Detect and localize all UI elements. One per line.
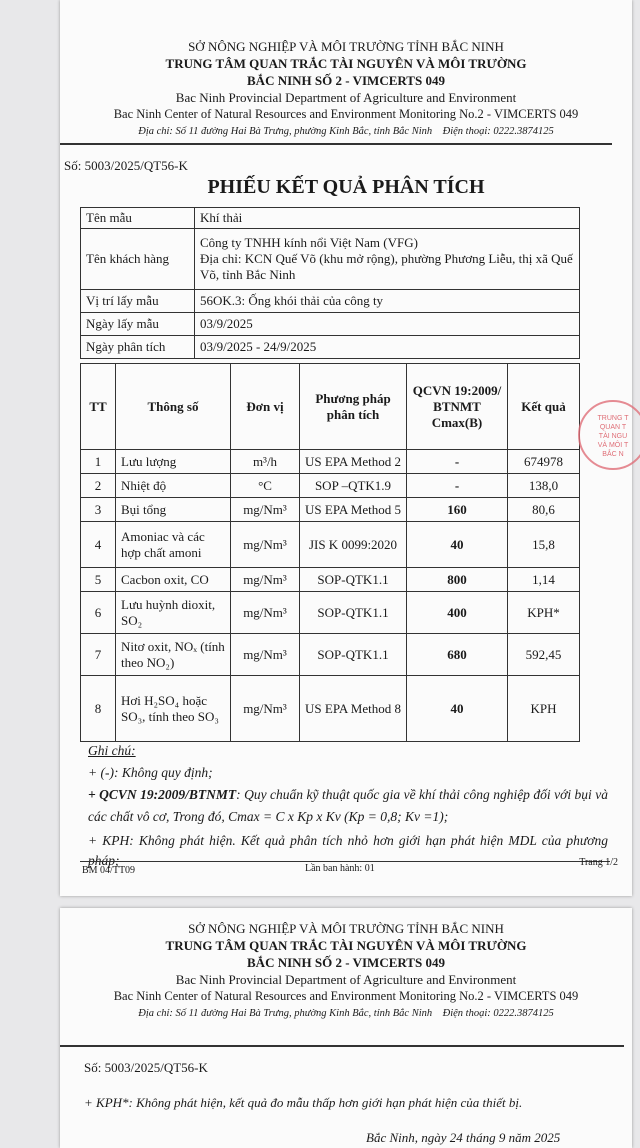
method-cell: US EPA Method 2 — [300, 450, 407, 474]
document-number: Số: 5003/2025/QT56-K — [84, 1060, 208, 1075]
limit-cell: 40 — [407, 676, 508, 742]
row-index-cell: 2 — [81, 474, 116, 498]
note-kph-star: + KPH*: Không phát hiện, kết quả đo mẫu thấp hơn giới hạn phát hiện của thiết bị. — [84, 1095, 523, 1110]
letterhead-2 — [60, 920, 632, 1022]
row-index-cell: 4 — [81, 522, 116, 568]
result-cell: 1,14 — [508, 568, 580, 592]
client-name: Công ty TNHH kính nổi Việt Nam (VFG) — [200, 235, 418, 250]
header-ministry: SỞ NÔNG NGHIỆP VÀ MÔI TRƯỜNG TỈNH BẮC NINH — [188, 39, 504, 54]
col-header: Phương pháp phân tích — [300, 364, 407, 450]
table-row — [81, 522, 580, 568]
info-value — [195, 229, 580, 290]
row-index-cell: 7 — [81, 634, 116, 676]
note-2-text: : Quy chuẩn kỹ thuật quốc gia về khí thải công nghiệp đối với bụi và các chất vô cơ, Trong đó, Cmax = C x Kp x Kv (Kp = 0,8; Kv =1); — [88, 787, 608, 824]
row-index-cell: 5 — [81, 568, 116, 592]
col-header: Thông số — [116, 364, 231, 450]
unit-cell: mg/Nm³ — [231, 592, 300, 634]
col-header: Đơn vị — [231, 364, 300, 450]
unit-cell: mg/Nm³ — [231, 522, 300, 568]
method-cell: SOP –QTK1.9 — [300, 474, 407, 498]
client-address: Địa chỉ: KCN Quế Võ (khu mở rộng), phường Phương Liễu, thị xã Quế Võ, tỉnh Bắc Ninh — [200, 251, 573, 282]
info-label: Ngày lấy mẫu — [81, 313, 195, 336]
limit-cell: 680 — [407, 634, 508, 676]
parameter-cell: Lưu huỳnh dioxit, SO₂ — [116, 592, 231, 634]
header-ministry: SỞ NÔNG NGHIỆP VÀ MÔI TRƯỜNG TỈNH BẮC NINH — [188, 921, 504, 936]
info-value: 03/9/2025 - 24/9/2025 — [195, 336, 580, 359]
method-cell: SOP-QTK1.1 — [300, 634, 407, 676]
header-address: Địa chỉ: Số 11 đường Hai Bà Trưng, phường Kinh Bắc, tỉnh Bắc Ninh — [138, 1008, 433, 1019]
col-header: QCVN 19:2009/ BTNMT Cmax(B) — [407, 364, 508, 450]
red-stamp: TRUNG T QUAN T TÀI NGU VÀ MÔI T BẮC N — [578, 400, 640, 470]
note-2 — [88, 784, 608, 828]
report-page-1 — [60, 0, 632, 896]
unit-cell: m³/h — [231, 450, 300, 474]
limit-cell: 400 — [407, 592, 508, 634]
result-cell: 80,6 — [508, 498, 580, 522]
result-cell: KPH — [508, 676, 580, 742]
header-phone: Điện thoại: 0222.3874125 — [442, 126, 554, 137]
info-label: Tên mẫu — [81, 208, 195, 229]
table-row — [81, 474, 580, 498]
footer-divider — [80, 861, 610, 862]
parameter-cell: Lưu lượng — [116, 450, 231, 474]
parameter-cell: Nhiệt độ — [116, 474, 231, 498]
row-index-cell: 6 — [81, 592, 116, 634]
table-row — [81, 498, 580, 522]
unit-cell: mg/Nm³ — [231, 634, 300, 676]
info-label: Ngày phân tích — [81, 336, 195, 359]
method-cell: US EPA Method 5 — [300, 498, 407, 522]
header-english-2: Bac Ninh Center of Natural Resources and Environment Monitoring No.2 - VIMCERTS 049 — [113, 989, 579, 1003]
result-cell: 15,8 — [508, 522, 580, 568]
result-cell: KPH* — [508, 592, 580, 634]
table-row — [81, 676, 580, 742]
parameter-cell: Bụi tổng — [116, 498, 231, 522]
limit-cell: 160 — [407, 498, 508, 522]
result-cell: 138,0 — [508, 474, 580, 498]
header-address: Địa chỉ: Số 11 đường Hai Bà Trưng, phường Kinh Bắc, tỉnh Bắc Ninh — [138, 126, 433, 137]
parameter-cell: Cacbon oxit, CO — [116, 568, 231, 592]
sample-info-table — [80, 207, 580, 359]
unit-cell: mg/Nm³ — [231, 498, 300, 522]
table-row — [81, 568, 580, 592]
header-center: TRUNG TÂM QUAN TRẮC TÀI NGUYÊN VÀ MÔI TRƯỜNG — [165, 56, 527, 71]
note-2-term: + QCVN 19:2009/BTNMT — [88, 787, 237, 802]
page-title: PHIẾU KẾT QUẢ PHÂN TÍCH — [207, 176, 485, 198]
unit-cell: mg/Nm³ — [231, 676, 300, 742]
parameter-cell: Amoniac và các hợp chất amoni — [116, 522, 231, 568]
header-english-2: Bac Ninh Center of Natural Resources and Environment Monitoring No.2 - VIMCERTS 049 — [113, 107, 579, 121]
note-3: + KPH: Không phát hiện. Kết quả phân tích nhỏ hơn giới hạn phát hiện MDL của phương pháp; — [88, 833, 608, 868]
form-code: BM 04/TT09 — [82, 865, 136, 876]
document-number: Số: 5003/2025/QT56-K — [64, 158, 188, 173]
page-number: Trang 1/2 — [579, 857, 618, 868]
result-cell: 592,45 — [508, 634, 580, 676]
note-1: + (-): Không quy định; — [88, 765, 213, 780]
header-center: TRUNG TÂM QUAN TRẮC TÀI NGUYÊN VÀ MÔI TRƯỜNG — [165, 938, 527, 953]
header-phone: Điện thoại: 0222.3874125 — [442, 1008, 554, 1019]
table-row — [81, 592, 580, 634]
notes — [88, 740, 608, 871]
header-english-1: Bac Ninh Provincial Department of Agriculture and Environment — [175, 972, 517, 987]
method-cell: JIS K 0099:2020 — [300, 522, 407, 568]
info-value: 56OK.3: Ống khói thải của công ty — [195, 290, 580, 313]
report-page-2 — [60, 908, 632, 1148]
method-cell: SOP-QTK1.1 — [300, 592, 407, 634]
row-index-cell: 8 — [81, 676, 116, 742]
limit-cell: - — [407, 474, 508, 498]
method-cell: SOP-QTK1.1 — [300, 568, 407, 592]
divider — [60, 1045, 624, 1047]
unit-cell: °C — [231, 474, 300, 498]
parameter-cell: Nitơ oxit, NOₓ (tính theo NO₂) — [116, 634, 231, 676]
divider — [60, 143, 612, 145]
header-center-2: BẮC NINH SỐ 2 - VIMCERTS 049 — [247, 73, 445, 88]
col-header: Kết quả — [508, 364, 580, 450]
header-english-1: Bac Ninh Provincial Department of Agriculture and Environment — [175, 90, 517, 105]
col-header: TT — [81, 364, 116, 450]
letterhead — [60, 38, 632, 140]
table-row — [81, 450, 580, 474]
parameter-cell: Hơi H₂SO₄ hoặc SO₃, tính theo SO₃ — [116, 676, 231, 742]
limit-cell: 800 — [407, 568, 508, 592]
result-cell: 674978 — [508, 450, 580, 474]
method-cell: US EPA Method 8 — [300, 676, 407, 742]
info-value: Khí thải — [195, 208, 580, 229]
info-label: Tên khách hàng — [81, 229, 195, 290]
info-label: Vị trí lấy mẫu — [81, 290, 195, 313]
issue-number: Lần ban hành: 01 — [305, 863, 375, 874]
unit-cell: mg/Nm³ — [231, 568, 300, 592]
signing-date: Bắc Ninh, ngày 24 tháng 9 năm 2025 — [366, 1130, 561, 1145]
table-row — [81, 634, 580, 676]
row-index-cell: 1 — [81, 450, 116, 474]
header-center-2: BẮC NINH SỐ 2 - VIMCERTS 049 — [247, 955, 445, 970]
results-table — [80, 363, 580, 742]
info-value: 03/9/2025 — [195, 313, 580, 336]
limit-cell: 40 — [407, 522, 508, 568]
row-index-cell: 3 — [81, 498, 116, 522]
notes-title: Ghi chú: — [88, 743, 136, 758]
limit-cell: - — [407, 450, 508, 474]
